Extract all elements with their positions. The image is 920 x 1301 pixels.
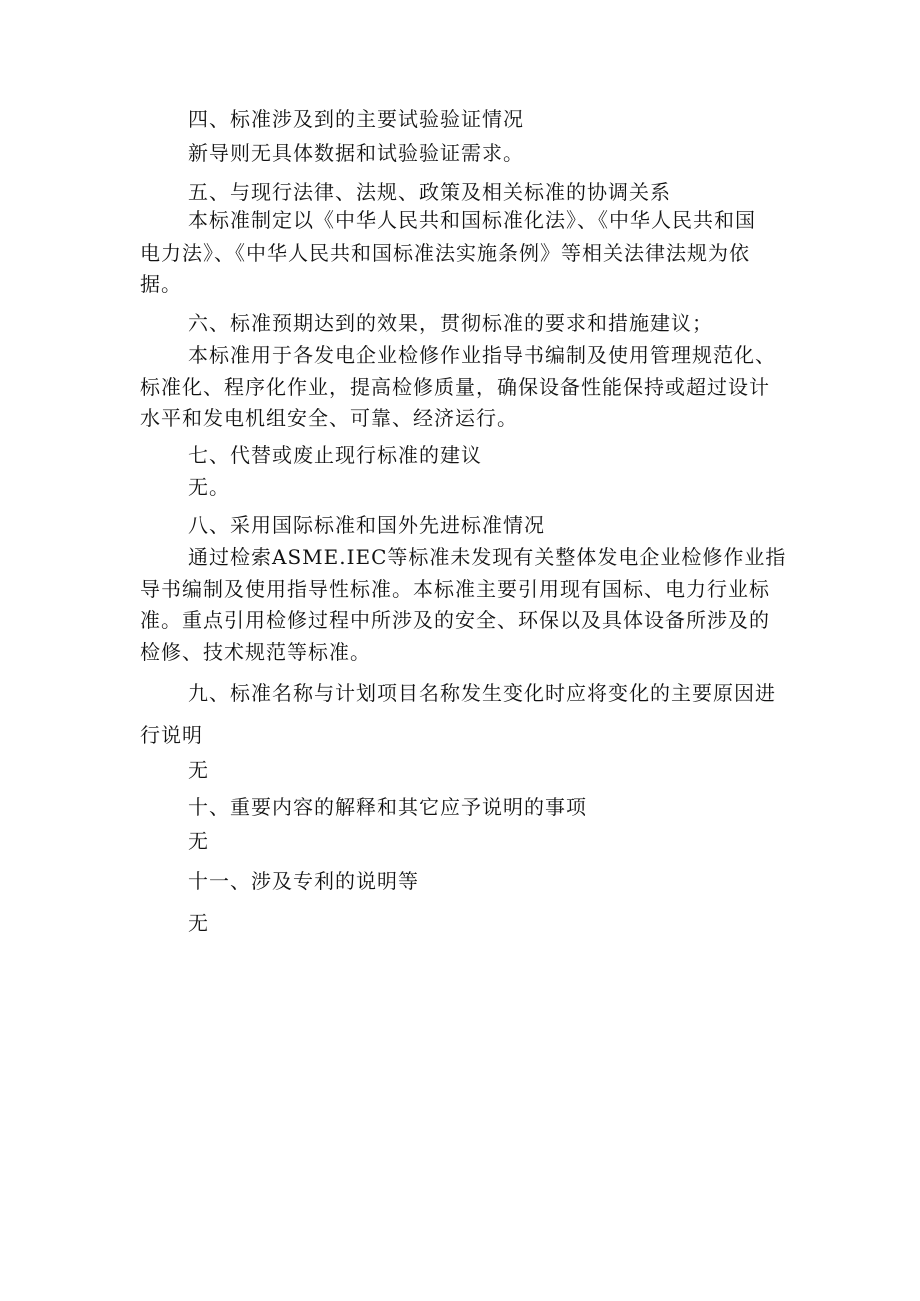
section-8-body-line-1: 通过检索ASME.IEC等标准未发现有关整体发电企业检修作业指 [188, 545, 787, 569]
section-6-body-line-1: 本标准用于各发电企业检修作业指导书编制及使用管理规范化、 [188, 343, 776, 367]
section-9-heading-line-1: 九、标准名称与计划项目名称发生变化时应将变化的主要原因进 [188, 681, 776, 705]
section-9-heading-line-2: 行说明 [140, 723, 203, 747]
section-5-body-line-3: 据。 [140, 272, 182, 296]
section-11-heading: 十一、涉及专利的说明等 [188, 869, 419, 893]
section-8-body-line-4: 检修、技术规范等标准。 [140, 640, 371, 664]
section-8-heading: 八、采用国际标准和国外先进标准情况 [188, 513, 545, 537]
section-8-body-line-3: 准。重点引用检修过程中所涉及的安全、环保以及具体设备所涉及的 [140, 608, 770, 632]
section-4-heading: 四、标准涉及到的主要试验验证情况 [188, 107, 524, 131]
section-6-heading: 六、标准预期达到的效果，贯彻标准的要求和措施建议； [188, 311, 713, 335]
section-6-body-line-3: 水平和发电机组安全、可靠、经济运行。 [140, 406, 518, 430]
section-11-body: 无 [188, 911, 209, 935]
section-5-heading: 五、与现行法律、法规、政策及相关标准的协调关系 [188, 180, 671, 204]
section-4-body: 新导则无具体数据和试验验证需求。 [188, 141, 524, 165]
section-10-heading: 十、重要内容的解释和其它应予说明的事项 [188, 795, 587, 819]
section-5-body-line-1: 本标准制定以《中华人民共和国标准化法》、《中华人民共和国 [188, 208, 756, 232]
section-7-heading: 七、代替或废止现行标准的建议 [188, 443, 482, 467]
section-8-body-line-2: 导书编制及使用指导性标准。本标准主要引用现有国标、电力行业标 [140, 577, 770, 601]
section-7-body: 无。 [188, 475, 230, 499]
section-6-body-line-2: 标准化、程序化作业，提高检修质量，确保设备性能保持或超过设计 [140, 375, 770, 399]
section-9-body: 无 [188, 758, 209, 782]
section-5-body-line-2: 电力法》、《中华人民共和国标准法实施条例》等相关法律法规为依 [140, 241, 750, 265]
section-10-body: 无 [188, 829, 209, 853]
